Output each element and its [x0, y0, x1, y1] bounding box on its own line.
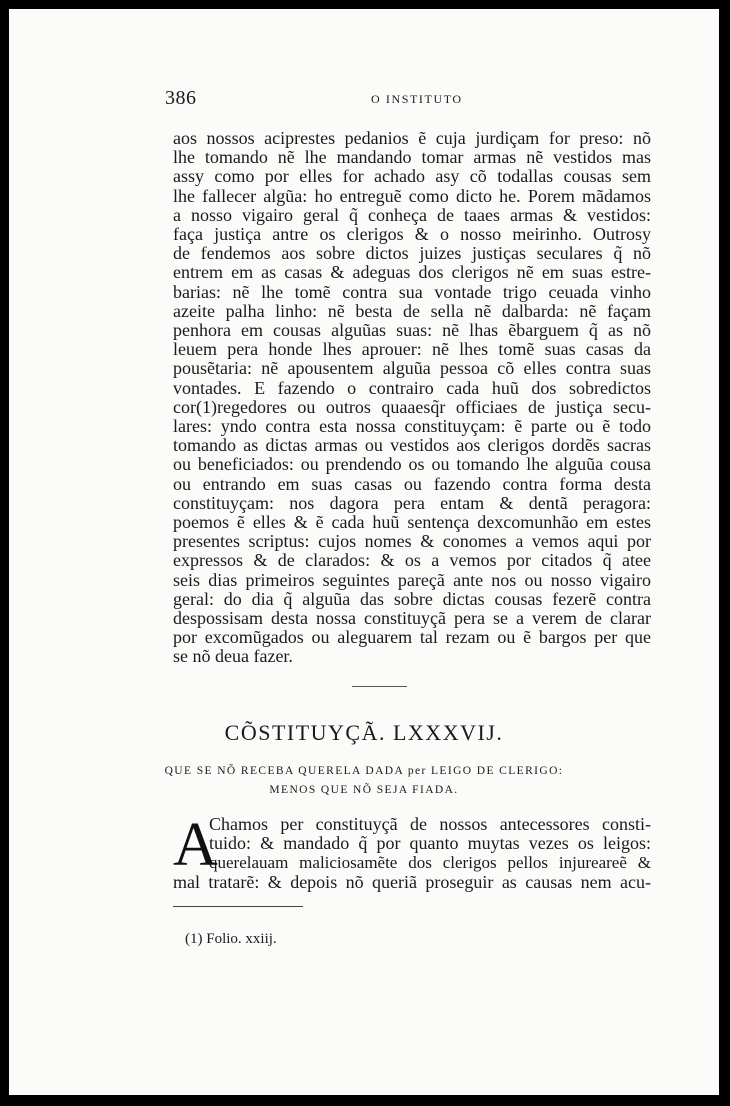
text-line: a nosso vigairo geral q̃ conheça de taaes armas & vestidos: [173, 204, 651, 225]
text-line: ou entrando em suas casas ou fazendo contra forma desta [173, 473, 651, 494]
text-line: pousẽtaria: nẽ apousentem alguũa pessoa cõ elles contra suas [173, 358, 651, 379]
text-line: leuem pera honde lhes aprouer: nẽ lhes tomẽ suas casas da [173, 339, 651, 360]
text-line: de fendemos aos sobre dictos juizes justiças seculares q̃ nõ [173, 243, 651, 264]
text-line: aos nossos aciprestes pedanios ẽ cuja jurdiçam for preso: nõ [173, 128, 651, 148]
text-line: lares: yndo contra esta nossa constituyçam: ẽ parte ou ẽ todo [173, 416, 651, 437]
constitution-paragraph [173, 811, 651, 892]
text-line: ou beneficiados: ou prendendo os ou tomando lhe alguũa cousa [173, 454, 651, 475]
text-line: azeite palha linho: nẽ besta de sella nẽ dalbarda: nẽ façam [173, 300, 651, 321]
section-title: CÕSTITUYÇÃ. LXXXVIJ. [224, 720, 504, 745]
page-number: 386 [165, 87, 197, 109]
text-line: lhe fallecer algũa: ho entreguẽ como dicto he. Porem mãdamos [173, 185, 651, 206]
text-line: constituyçam: nos dagora pera entam & dentã peragora: [173, 492, 651, 513]
text-line: despossisam desta nossa constituyçã pera se a verem de clarar [173, 608, 651, 629]
section-subtitle [9, 762, 719, 800]
running-title: O INSTITUTO [371, 92, 463, 106]
book-page [9, 9, 719, 1095]
paragraph-line: Chamos per constituyçã de nossos antecessores consti- [209, 814, 651, 834]
text-line: presentes scriptus: cujos nomes & conomes a vemos aqui por [173, 531, 651, 552]
text-line: tomando as dictas armas ou vestidos aos clerigos dordẽs sacras [173, 435, 651, 456]
text-line: faça justiça antre os clerigos & o nosso meirinho. Outrosy [173, 224, 651, 245]
running-head [9, 87, 719, 111]
text-line: barias: nẽ lhe tomẽ contra sua vontade trigo ceuada vinho [173, 281, 651, 302]
main-text-block [173, 129, 651, 667]
text-line: vontades. E fazendo o contrairo cada huũ dos sobredictos [173, 377, 651, 398]
text-line: geral: do dia q̃ alguũa das sobre dictas cousas fezerẽ contra [173, 588, 651, 609]
text-line: por excomũgados ou aleguarem tal rezam ou ẽ bargos per que [173, 627, 651, 648]
section-divider [352, 686, 407, 687]
text-line: assy como por elles for achado asy cõ todallas cousas sem [173, 166, 651, 187]
paragraph-line: tuido: & mandado q̃ por quanto muytas vezes os leigos: [209, 833, 651, 854]
text-line: lhe tomando nẽ lhe mandando tomar armas nẽ vestidos mas [173, 147, 651, 168]
text-line: entrem em as casas & adeguas dos clerigos nẽ em suas estre- [173, 262, 651, 283]
text-line: penhora em cousas alguũas suas: nẽ lhas ẽbarguem q̃ as nõ [173, 320, 651, 341]
subtitle-line: MENOS QUE NÕ SEJA FIADA. [269, 784, 459, 796]
footnote: (1) Folio. xxiij. [185, 931, 277, 947]
paragraph-line: mal tratarẽ: & depois nõ queriã proseguir as causas nem acu- [173, 871, 651, 892]
text-line: cor(1)regedores ou outros quaaesq̃r officiaes de justiça secu- [173, 396, 651, 417]
subtitle-line: QUE SE NÕ RECEBA QUERELA DADA per LEIGO DE CLERIGO: [164, 765, 564, 777]
text-line: se nõ deua fazer. [173, 646, 293, 667]
drop-cap: A [173, 811, 218, 879]
text-line: expressos & de clarados: & os a vemos por citados q̃ atee [173, 550, 651, 571]
text-line: seis dias primeiros seguintes pareçã ante nos ou nosso vigairo [173, 569, 651, 590]
footnote-rule [173, 906, 303, 907]
paragraph-line: querelauam maliciosamẽte dos clerigos pellos injureareẽ & [209, 853, 651, 873]
text-line: poemos ẽ elles & ẽ cada huũ sentença dexcomunhão em estes [173, 512, 651, 533]
